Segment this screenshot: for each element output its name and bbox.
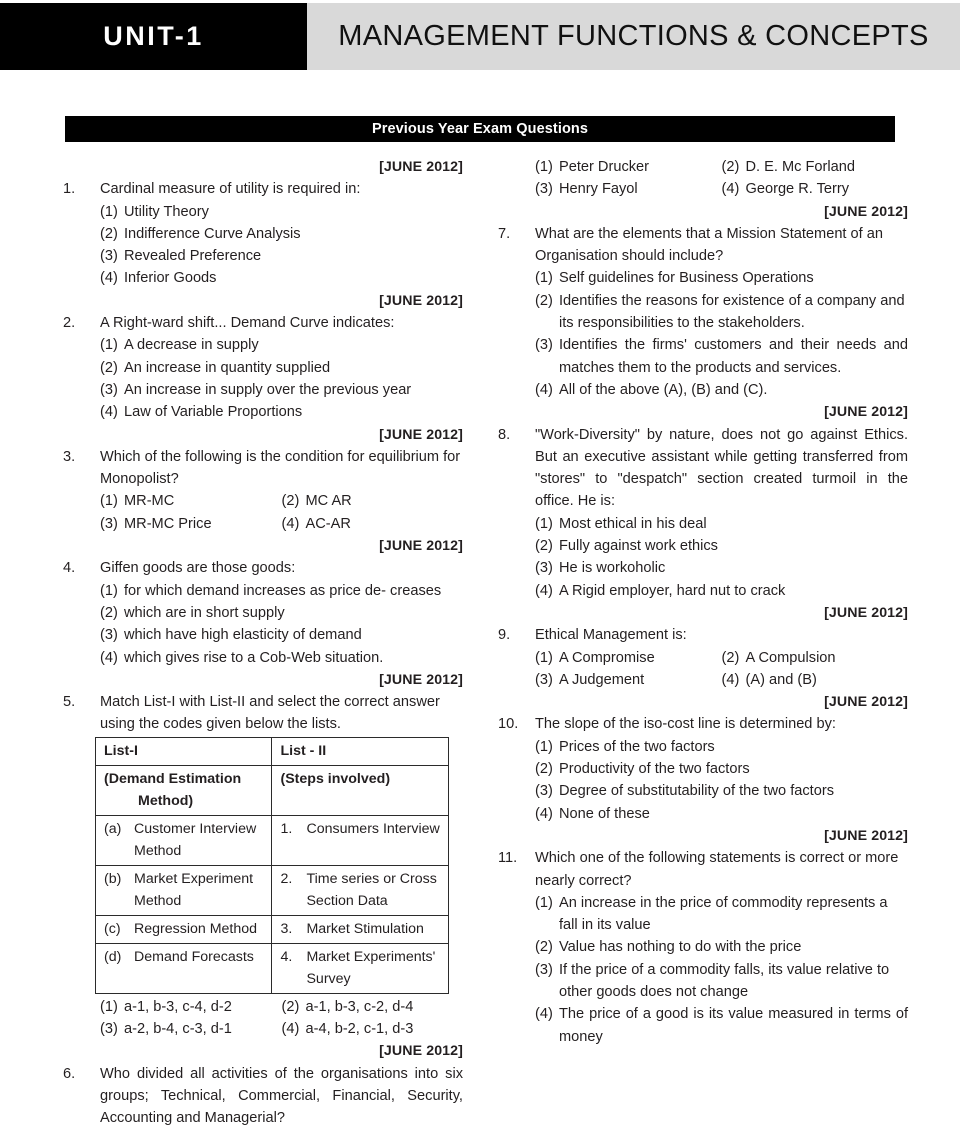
option-text: a-1, b-3, c-2, d-4 (305, 998, 414, 1015)
option-text: D. E. Mc Forland (745, 159, 855, 175)
option-marker: (1) (535, 515, 553, 532)
exam-year-tag: [JUNE 2012] (379, 671, 463, 688)
option-marker: (4) (100, 270, 118, 287)
option-marker: (3) (100, 627, 118, 644)
table-cell-right (272, 943, 449, 993)
option-list (498, 156, 908, 201)
list-item (104, 868, 265, 912)
table-row (96, 865, 449, 915)
exam-year-tag: [JUNE 2012] (379, 292, 463, 309)
option-item (535, 780, 908, 802)
table-cell-left (96, 943, 272, 993)
option-marker: (2) (721, 159, 740, 175)
option-marker: (4) (535, 381, 553, 398)
question-item (63, 312, 463, 334)
option-marker: (2) (535, 939, 553, 956)
question-item (498, 424, 908, 513)
table-cell-right (272, 915, 449, 943)
question-item (63, 446, 463, 491)
option-marker: (3) (535, 961, 553, 978)
option-marker: (3) (100, 381, 118, 398)
option-marker: (3) (535, 560, 553, 577)
option-marker: (4) (281, 1021, 300, 1038)
question-number: 3. (63, 448, 76, 465)
option-marker: (4) (535, 1006, 553, 1023)
option-text: which gives rise to a Cob-Web situation. (124, 649, 384, 666)
table-cell-left (96, 815, 272, 865)
option-text: for which demand increases as price de- creases (124, 582, 442, 599)
row-label: (c) (104, 920, 121, 937)
option-item (282, 513, 464, 535)
option-item (100, 1018, 282, 1040)
list-item (280, 946, 442, 990)
match-codes-list (63, 996, 463, 1041)
row-text-line3: Survey (306, 970, 351, 987)
question-number: 7. (498, 225, 511, 242)
question-number: 5. (63, 694, 76, 711)
option-item (100, 357, 463, 379)
option-text: which have high elasticity of demand (124, 627, 362, 644)
row-text-line1: Time series or Cross (306, 870, 437, 887)
option-list (498, 736, 908, 825)
option-text: Prices of the two factors (559, 738, 715, 755)
list-item (280, 918, 442, 940)
option-text: Most ethical in his deal (559, 515, 707, 532)
option-text: Degree of substitutability of the two factors (559, 783, 834, 800)
option-text: George R. Terry (745, 181, 850, 198)
option-item (535, 267, 908, 289)
row-label: (d) (104, 948, 122, 965)
option-marker: (2) (281, 493, 300, 510)
option-item (535, 803, 908, 825)
question-text: "Work-Diversity" by nature, does not go against Ethics. But an executive assistant while getting transferred from "stores" to "despatch" section created turmoil in the office. He is: (535, 426, 908, 510)
option-item (535, 156, 722, 178)
option-text: MR-MC Price (124, 515, 212, 532)
option-marker: (3) (535, 783, 553, 800)
option-list (63, 201, 463, 290)
option-item (282, 996, 464, 1018)
option-marker: (2) (721, 649, 740, 666)
question-text: The slope of the iso-cost line is determined by: (535, 716, 836, 733)
unit-label: UNIT-1 (103, 21, 204, 51)
option-marker: (1) (535, 738, 553, 755)
option-marker: (1) (100, 493, 118, 510)
option-marker: (1) (100, 582, 118, 599)
question-item (63, 691, 463, 736)
option-item (535, 736, 908, 758)
option-item (535, 580, 908, 602)
option-marker: (2) (100, 359, 118, 376)
question-number: 11. (498, 850, 518, 867)
option-item (100, 647, 463, 669)
option-text: Fully against work ethics (559, 538, 718, 555)
question-number: 8. (498, 426, 511, 443)
table-header-list-2: List - II (272, 737, 449, 765)
section-banner (65, 116, 895, 142)
row-text-line1: Customer Interview (134, 820, 257, 837)
table-subheader-right: (Steps involved) (272, 765, 449, 815)
row-text-line2: Method (134, 892, 182, 909)
option-item (100, 490, 282, 512)
question-text: A Right-ward shift... Demand Curve indicates: (100, 315, 395, 332)
option-item (100, 602, 463, 624)
exam-year-tag: [JUNE 2012] (824, 604, 908, 621)
option-marker: (2) (100, 225, 118, 242)
option-item (100, 267, 463, 289)
option-item (722, 156, 909, 178)
question-text: Who divided all activities of the organisations into six groups; Technical, Commercial, Financial, Security, Accounting and Managerial? (100, 1065, 463, 1127)
option-text: Revealed Preference (124, 248, 262, 265)
table-cell-right (272, 865, 449, 915)
option-marker: (2) (100, 604, 118, 621)
right-column (498, 156, 908, 1048)
table-cell-left (96, 865, 272, 915)
option-marker: (2) (535, 538, 553, 555)
question-number: 9. (498, 627, 511, 644)
exam-year-tag: [JUNE 2012] (824, 404, 908, 421)
row-text-line2: Method (134, 842, 182, 859)
option-marker: (3) (535, 181, 553, 198)
row-text-line2: Experiments' (353, 948, 436, 965)
table-row (96, 915, 449, 943)
row-text-line1: Market (306, 948, 350, 965)
row-label: 4. (280, 948, 293, 965)
row-text-line1: Market Stimulation (306, 920, 424, 937)
option-text: MR-MC (124, 493, 175, 510)
option-text: a-4, b-2, c-1, d-3 (305, 1021, 414, 1038)
option-item (100, 580, 463, 602)
option-list (63, 580, 463, 669)
exam-year-tag: [JUNE 2012] (379, 1043, 463, 1060)
question-number: 4. (63, 560, 76, 577)
option-item (535, 513, 908, 535)
option-marker: (1) (535, 894, 553, 911)
question-number: 2. (63, 315, 76, 332)
option-item (535, 959, 908, 1004)
option-list (63, 334, 463, 423)
option-marker: (3) (535, 671, 553, 688)
option-marker: (1) (535, 159, 553, 175)
option-text: Identifies the firms' customers and their needs and matches them to the products and services. (559, 337, 908, 376)
section-banner-label: Previous Year Exam Questions (371, 121, 589, 137)
option-item (535, 334, 908, 379)
option-item (535, 758, 908, 780)
option-item (100, 379, 463, 401)
table-header-list-1: List-I (96, 737, 272, 765)
option-item (535, 557, 908, 579)
option-item (282, 1018, 464, 1040)
option-text: The price of a good is its value measured in terms of money (559, 1006, 908, 1045)
option-text: a-1, b-3, c-4, d-2 (124, 998, 232, 1015)
option-marker: (1) (100, 998, 118, 1015)
question-item (498, 223, 908, 268)
option-item (100, 996, 282, 1018)
question-text: Ethical Management is: (535, 627, 687, 644)
option-text: If the price of a commodity falls, its value relative to other goods does not change (559, 961, 890, 1000)
exam-year-tag: [JUNE 2012] (824, 827, 908, 844)
row-text-line2: Interview (382, 820, 440, 837)
option-marker: (3) (100, 1021, 118, 1038)
match-list-table (95, 737, 449, 994)
option-text: Indifference Curve Analysis (124, 225, 301, 242)
option-text: An increase in quantity supplied (124, 359, 331, 376)
row-text-line1: Consumers (306, 820, 380, 837)
question-item (63, 1063, 463, 1130)
question-number: 6. (63, 1065, 76, 1082)
exam-year-tag: [JUNE 2012] (379, 159, 463, 175)
option-item (535, 936, 908, 958)
option-item (535, 290, 908, 335)
table-subheader-left-line1: (Demand Estimation (104, 770, 242, 787)
table-row (96, 765, 449, 815)
option-marker: (1) (100, 337, 118, 354)
row-label: 2. (280, 870, 293, 887)
option-text: MC AR (305, 493, 352, 510)
table-row (96, 737, 449, 765)
row-text-line1: Regression Method (134, 920, 258, 937)
question-number: 10. (498, 716, 519, 733)
exam-year-tag: [JUNE 2012] (379, 426, 463, 443)
question-text: What are the elements that a Mission Statement of an Organisation should include? (535, 225, 883, 265)
question-item (498, 624, 908, 646)
left-column (63, 156, 463, 1130)
option-text: Inferior Goods (124, 270, 217, 287)
option-item (100, 334, 463, 356)
option-text: A Compulsion (745, 649, 836, 666)
option-marker: (1) (100, 203, 118, 220)
option-item (722, 669, 909, 691)
option-item (535, 669, 722, 691)
option-item (282, 490, 464, 512)
option-marker: (4) (100, 649, 118, 666)
list-item (104, 918, 265, 940)
option-text: A decrease in supply (124, 337, 259, 354)
option-text: Law of Variable Proportions (124, 404, 303, 421)
option-marker: (3) (100, 248, 118, 265)
question-text: Cardinal measure of utility is required in: (100, 181, 361, 198)
option-marker: (4) (721, 671, 740, 688)
option-text: which are in short supply (124, 604, 285, 621)
row-label: 1. (280, 820, 293, 837)
question-number: 1. (63, 181, 76, 198)
table-cell-right (272, 815, 449, 865)
row-label: (a) (104, 820, 122, 837)
option-item (535, 892, 908, 937)
option-item (100, 401, 463, 423)
option-marker: (4) (281, 515, 300, 532)
option-text: Productivity of the two factors (559, 761, 750, 778)
question-item (63, 557, 463, 579)
question-text: Which one of the following statements is correct or more nearly correct? (535, 850, 899, 889)
option-item (100, 513, 282, 535)
option-item (535, 647, 722, 669)
question-text: Giffen goods are those goods: (100, 560, 296, 577)
option-item (535, 1003, 908, 1048)
option-text: (A) and (B) (745, 671, 817, 688)
question-text: Match List-I with List-II and select the correct answer using the codes given below the lists. (100, 694, 440, 733)
row-text-line1: Market Experiment (134, 870, 254, 887)
table-row (96, 943, 449, 993)
list-item (280, 818, 442, 840)
option-list (63, 490, 463, 535)
list-item (104, 946, 265, 968)
option-text: Peter Drucker (559, 159, 650, 175)
option-text: Value has nothing to do with the price (559, 939, 802, 956)
question-item (498, 713, 908, 735)
option-marker: (4) (535, 582, 553, 599)
option-text: He is workoholic (559, 560, 666, 577)
option-text: Henry Fayol (559, 181, 638, 198)
option-list (498, 647, 908, 692)
option-text: a-2, b-4, c-3, d-1 (124, 1021, 232, 1038)
option-list (498, 513, 908, 602)
option-marker: (2) (535, 761, 553, 778)
list-item (104, 818, 265, 862)
option-item (722, 178, 909, 200)
row-text-line2: Section Data (306, 892, 388, 909)
option-marker: (4) (535, 805, 553, 822)
option-marker: (2) (281, 998, 300, 1015)
exam-year-tag: [JUNE 2012] (379, 538, 463, 555)
list-item (280, 868, 442, 912)
option-item (535, 178, 722, 200)
table-cell-left (96, 915, 272, 943)
row-label: (b) (104, 870, 122, 887)
table-row (96, 815, 449, 865)
option-text: An increase in the price of commodity represents a fall in its value (559, 894, 888, 934)
option-text: A Judgement (559, 671, 645, 688)
exam-year-tag: [JUNE 2012] (824, 694, 908, 711)
option-list (498, 892, 908, 1048)
option-text: An increase in supply over the previous year (124, 381, 412, 398)
option-list (498, 267, 908, 401)
option-marker: (3) (100, 515, 118, 532)
option-marker: (4) (721, 181, 740, 198)
option-text: Self guidelines for Business Operations (559, 270, 814, 287)
row-text-line1: Demand Forecasts (134, 948, 254, 965)
option-marker: (1) (535, 649, 553, 666)
row-label: 3. (280, 920, 293, 937)
exam-year-tag: [JUNE 2012] (824, 203, 908, 220)
option-text: None of these (559, 805, 650, 822)
option-text: A Compromise (559, 649, 655, 666)
option-text: A Rigid employer, hard nut to crack (559, 582, 786, 599)
question-item (63, 178, 463, 200)
option-item (722, 647, 909, 669)
option-item (535, 535, 908, 557)
option-marker: (2) (535, 292, 553, 309)
table-subheader-left-line2: Method) (138, 792, 194, 809)
unit-badge (0, 3, 307, 70)
option-marker: (3) (535, 337, 553, 354)
question-item (498, 847, 908, 892)
option-text: AC-AR (305, 515, 351, 532)
option-item (100, 201, 463, 223)
option-text: Utility Theory (124, 203, 209, 220)
page-title: MANAGEMENT FUNCTIONS & CONCEPTS (338, 20, 929, 52)
table-subheader-left (96, 765, 272, 815)
option-text: Identifies the reasons for existence of a company and its responsibilities to the stakeholders. (559, 292, 905, 332)
option-item (535, 379, 908, 401)
option-text: All of the above (A), (B) and (C). (559, 381, 768, 398)
option-marker: (1) (535, 270, 553, 287)
option-item (100, 223, 463, 245)
option-item (100, 245, 463, 267)
question-text: Which of the following is the condition for equilibrium for Monopolist? (100, 448, 461, 488)
option-item (100, 624, 463, 646)
option-marker: (4) (100, 404, 118, 421)
